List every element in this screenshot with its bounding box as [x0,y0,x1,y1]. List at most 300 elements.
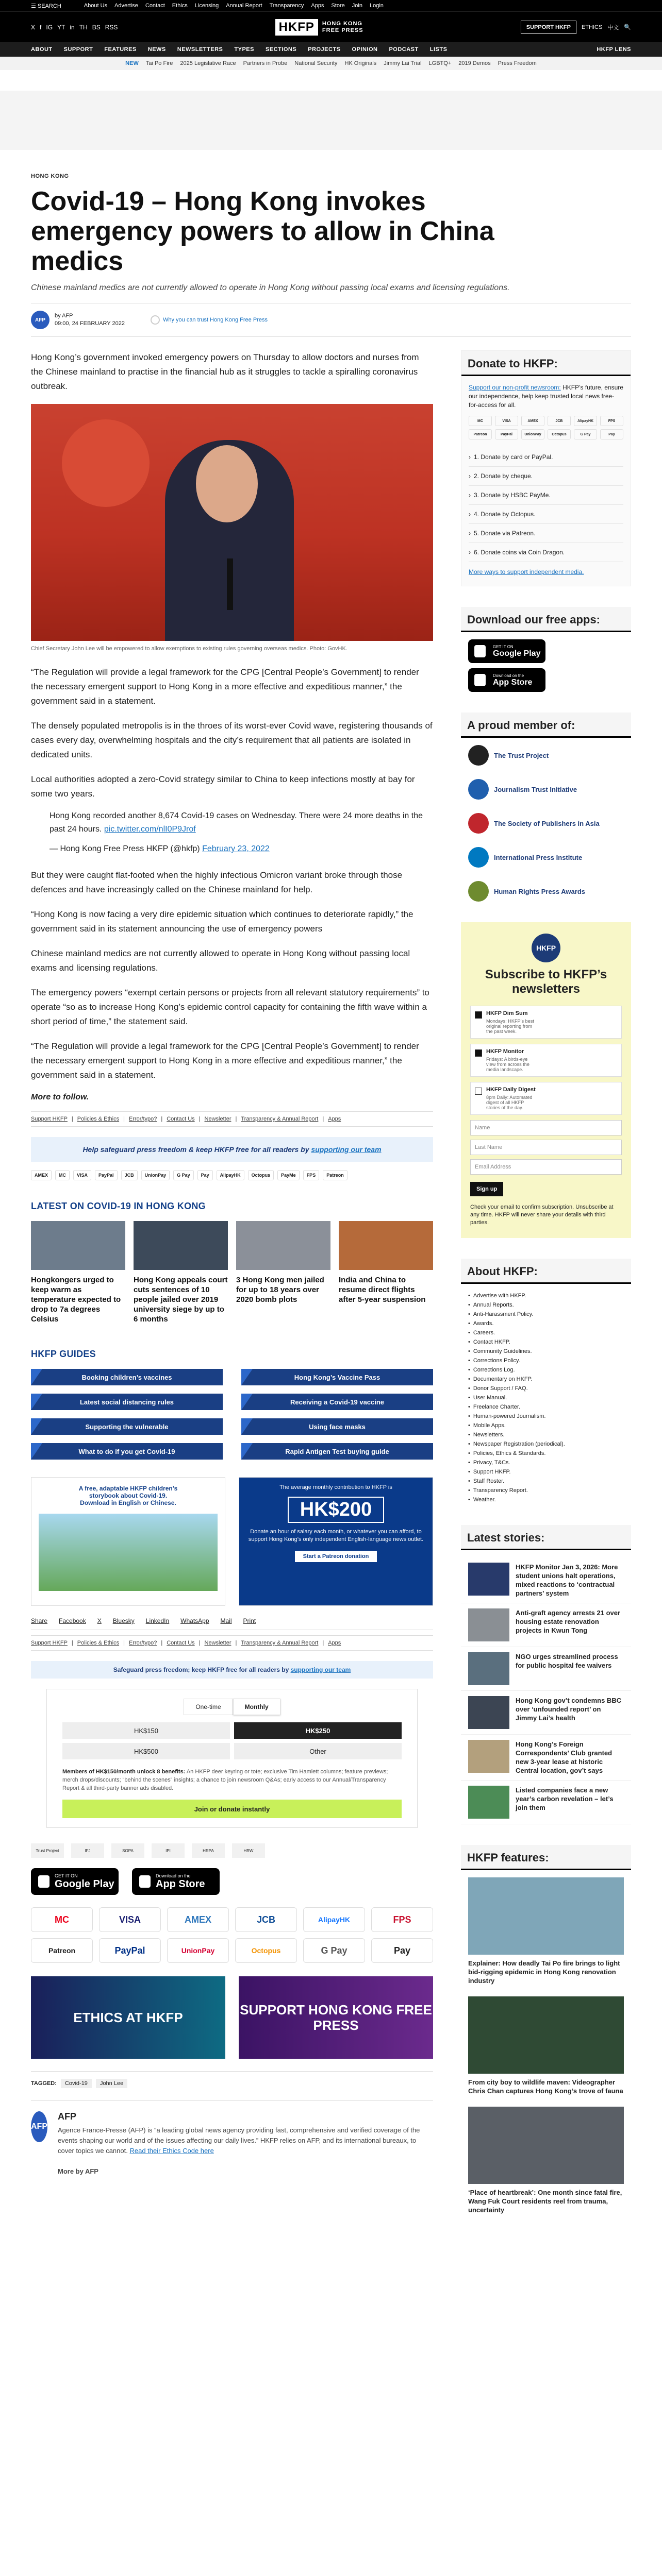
article-photo[interactable] [31,404,433,641]
payment-logo: Octopus [248,1170,274,1180]
trending-bar [0,57,662,70]
last-name-field[interactable]: Last Name [470,1140,622,1155]
payment-logo: FPS [303,1170,320,1180]
amount-option[interactable]: HK$150 [62,1722,230,1739]
rss-icon[interactable]: RSS [105,23,118,31]
guides-grid [31,1369,433,1460]
related-card-image [31,1221,125,1270]
jti-logo [468,779,489,800]
microphone-graphic [227,558,233,610]
about-link[interactable]: • Donor Support / FAQ. [468,1384,624,1393]
utility-link[interactable]: Store [331,3,345,9]
about-link[interactable]: • Advertise with HKFP. [468,1291,624,1300]
latest-story-title: Listed companies face a new year’s carbon revelation – let’s join them [516,1786,614,1811]
about-link[interactable]: • Awards. [468,1319,624,1328]
payment-logo: FPS [371,1907,433,1932]
utility-link[interactable]: Contact [145,3,165,9]
more-by-link[interactable]: More by AFP [58,2167,98,2175]
nav-item-support[interactable]: SUPPORT [63,46,93,53]
footer-link-policies[interactable]: Policies & Ethics [77,1640,120,1646]
related-card-image [134,1221,228,1270]
promo-line: A free, adaptable HKFP children’s [78,1485,178,1492]
trending-item[interactable]: 2025 Legislative Race [180,60,236,66]
nav-item-news[interactable]: NEWS [147,46,166,53]
facebook-icon[interactable]: f [40,23,42,31]
latest-story-thumb [468,1696,509,1729]
about-link[interactable]: • Privacy, T&Cs. [468,1458,624,1467]
about-link[interactable]: • Careers. [468,1328,624,1337]
guide-button[interactable]: Supporting the vulnerable [31,1418,223,1435]
about-link[interactable]: • Community Guidelines. [468,1347,624,1356]
paragraph: Hong Kong’s government invoked emergency powers on Thursday to allow doctors and nurses from the Chinese mainland to practise in the financial hub as it struggles to tackle a spiralling coronavirus outbreak. [31,352,419,391]
byline-date: 09:00, 24 FEBRUARY 2022 [55,320,125,327]
payment-logo: PayPal [99,1938,161,1963]
email-field[interactable]: Email Address [470,1159,622,1175]
support-hkfp-button[interactable]: SUPPORT HKFP [521,21,576,34]
member-logo: IFJ [71,1843,104,1858]
trending-item[interactable]: HK Originals [344,60,377,66]
sidebar-donate-lead-text: HKFP’s future, ensure our independence, help keep trusted local news free-for-access for all. [469,384,623,409]
payment-logo: Patreon [31,1938,93,1963]
about-link[interactable]: • Human-powered Journalism. [468,1412,624,1421]
membership-note-text: An HKFP deer keyring or tote; exclusive Tim Hamlett columns; feature previews; merch drops/discounts; “behind the scenes” insights; a chance to join newsroom Q&As; early access to our Annual/Transparency Report & all third-party banner ads disabled. [62,1769,388,1791]
latest-covid-cards [31,1221,433,1324]
page-container [31,171,631,2226]
utility-links [84,3,384,9]
byline [31,303,631,337]
site-logo[interactable] [275,19,363,36]
promo-line: Download in English or Chinese. [80,1499,176,1506]
paragraph: Local authorities adopted a zero-Covid strategy similar to China to keep infections mostly at bay for some two years. [31,774,415,799]
safeguard-link[interactable]: supporting our team [290,1666,351,1673]
payment-logo: Pay [600,429,623,439]
payment-logo: JCB [235,1907,297,1932]
trending-item[interactable]: Tai Po Fire [145,60,173,66]
search-icon[interactable]: 🔍 [624,24,631,30]
utility-link[interactable]: Apps [311,3,324,9]
patreon-button[interactable]: Start a Patreon donation [295,1551,377,1562]
top-utility-bar [0,0,662,11]
paragraph: “The Regulation will provide a legal framework for the CPG [Central People’s Government] to render the necessary emergent support to Hong Kong in a more effective and expeditious manner,” the government said in a statement. [31,1041,419,1080]
related-card-title: India and China to resume direct flights after 5-year suspension [339,1276,426,1304]
trending-item[interactable]: National Security [294,60,338,66]
sidebar-donate-lead [469,383,623,410]
main-nav [0,42,662,57]
youtube-icon[interactable]: YT [57,23,65,31]
ipi-logo [468,847,489,868]
payment-methods-grid [31,1907,433,1963]
sidebar-google-play-badge[interactable] [468,639,545,663]
feature-story[interactable] [461,1996,631,2095]
related-card-title: 3 Hong Kong men jailed for up to 18 years over 2020 bomb plots [236,1276,324,1304]
related-card[interactable] [31,1221,125,1324]
tags-row [31,2071,433,2088]
badge-small-text: Download on the [156,1873,191,1878]
about-link[interactable]: • Corrections Log. [468,1365,624,1375]
latest-story[interactable] [461,1647,631,1691]
newsletter-option-title: HKFP Monitor [486,1048,524,1055]
sidebar-donate-body [461,383,631,575]
hrpa-logo [468,881,489,902]
utility-link[interactable]: Annual Report [226,3,262,9]
first-name-field[interactable]: Name [470,1120,622,1136]
newsletter-heading: Subscribe to HKFP’s newsletters [485,968,607,996]
guide-button[interactable]: Latest social distancing rules [31,1394,223,1410]
payment-logo: Patreon [469,429,492,439]
guide-button[interactable]: Receiving a Covid-19 vaccine [241,1394,433,1410]
payment-logo: G Pay [173,1170,194,1180]
tweet-source [49,842,433,856]
footer-link-transparency[interactable]: Transparency & Annual Report [241,1640,319,1646]
tag-chip[interactable]: John Lee [96,2079,127,2088]
trust-link[interactable] [151,315,268,325]
latest-story[interactable] [461,1691,631,1735]
feature-story[interactable] [461,2107,631,2214]
footer-link-transparency[interactable]: Transparency & Annual Report [241,1116,319,1122]
trust-badge-icon [151,315,160,325]
share-x[interactable]: X [97,1617,102,1624]
paragraph: The emergency powers “exempt certain persons or projects from all relevant statutory requirements” to operate “so as to increase Hong Kong’s epidemic control capacity for containing the fifth wave within a short period of time,” the statement said. [31,988,429,1026]
about-links [461,1291,631,1504]
guide-button[interactable]: Rapid Antigen Test buying guide [241,1443,433,1460]
share-facebook[interactable]: Facebook [59,1617,86,1624]
related-card-title: Hong Kong appeals court cuts sentences of 10 people jailed over 2019 university siege by up to 6 months [134,1276,228,1324]
utility-link[interactable]: Transparency [269,3,304,9]
paragraph: “The Regulation will provide a legal framework for the CPG [Central People’s Government] to render the necessary emergent support to Hong Kong in a more effective and expeditious manner,” the government said in a statement. [31,667,419,706]
latest-story[interactable] [461,1781,631,1824]
sidebar-donate-widget [461,350,631,586]
donate-option[interactable]: › 6. Donate coins via Coin Dragon. [469,543,623,562]
author-avatar[interactable]: AFP [31,311,49,329]
payment-logo: AlipayHK [217,1170,244,1180]
article-footer-links: Support HKFP | Policies & Ethics | Error/typo? | Contact Us | Newsletter | Transparency & Annual Report | Apps [31,1111,433,1127]
utility-link[interactable]: Join [352,3,362,9]
trending-item[interactable]: LGBTQ+ [428,60,452,66]
ethics-link[interactable]: ETHICS [581,24,603,30]
newsletter-option-title: HKFP Daily Digest [486,1087,536,1093]
latest-story-thumb [468,1652,509,1685]
about-link[interactable]: • Weather. [468,1495,624,1504]
about-link[interactable]: • Freelance Charter. [468,1402,624,1412]
about-link[interactable]: • Corrections Policy. [468,1356,624,1365]
latest-story[interactable] [461,1603,631,1647]
footer-link-support[interactable]: Support HKFP [31,1116,68,1122]
trending-item[interactable]: Jimmy Lai Trial [384,60,422,66]
trust-project-logo [468,745,489,766]
latest-story-thumb [468,1740,509,1773]
payment-logo: G Pay [303,1938,365,1963]
member-logo: SOPA [111,1843,144,1858]
author-info [58,2111,433,2187]
footer-link-apps[interactable]: Apps [328,1640,341,1646]
utility-link[interactable]: Advertise [114,3,138,9]
content-columns [31,350,631,2226]
share-label: Share [31,1617,48,1624]
latest-story-title: Anti-graft agency arrests 21 over housing estate renovation projects in Kwun Tong [516,1609,621,1634]
payment-logo: Octopus [548,429,571,439]
related-card[interactable] [339,1221,433,1324]
google-play-badge[interactable] [31,1868,119,1895]
footer-link-contact[interactable]: Contact Us [167,1640,195,1646]
nav-item-opinion[interactable]: OPINION [352,46,378,53]
nav-item-lists[interactable]: LISTS [429,46,448,53]
footer-link-error[interactable]: Error/typo? [128,1640,157,1646]
member-logo: Trust Project [31,1843,64,1858]
linkedin-icon[interactable]: in [70,23,75,31]
author-avatar-large[interactable]: AFP [31,2111,47,2142]
author-bio-text: Agence France-Presse (AFP) is “a leading global news agency providing fast, comprehensive and verified coverage of the events shaping our world and of the issues affecting our daily lives.” HKFP relies on AFP, and its international bureaux, to cover topics we cannot. [58,2126,420,2155]
search-link[interactable]: ☰ SEARCH [31,3,61,9]
payment-logo: AlipayHK [574,416,597,426]
related-card[interactable] [236,1221,330,1324]
share-bluesky[interactable]: Bluesky [112,1617,135,1624]
latest-story-thumb [468,1563,509,1596]
guide-button[interactable]: What to do if you get Covid-19 [31,1443,223,1460]
badge-small-text: GET IT ON [55,1873,78,1878]
promo-banners [31,1976,433,2059]
footer-link-support[interactable]: Support HKFP [31,1640,68,1646]
byline-meta [55,312,125,328]
support-callout-link[interactable]: supporting our team [311,1145,382,1154]
support-callout-text: Help safeguard press freedom & keep HKFP free for all readers by [82,1145,309,1154]
trust-text: Why you can trust Hong Kong Free Press [162,317,268,323]
nav-item-sections[interactable]: SECTIONS [265,46,297,53]
donate-option[interactable]: › 5. Donate via Patreon. [469,524,623,543]
payment-logo: Patreon [323,1170,347,1180]
about-link[interactable]: • Staff Roster. [468,1477,624,1486]
support-banner[interactable]: SUPPORT HONG KONG FREE PRESS [239,1976,433,2059]
payment-logo: AlipayHK [303,1907,365,1932]
member-org[interactable] [468,881,624,902]
embedded-tweet [31,809,433,856]
about-link[interactable]: • Contact HKFP. [468,1337,624,1347]
tag-chip[interactable]: Covid-19 [61,2079,92,2088]
member-org-name: Journalism Trust Initiative [494,785,577,793]
guide-button[interactable]: Booking children’s vaccines [31,1369,223,1385]
promo-amount: HK$200 [288,1497,384,1523]
ethics-banner[interactable]: ETHICS AT HKFP [31,1976,225,2059]
app-store-badge[interactable] [132,1868,220,1895]
share-print[interactable]: Print [243,1617,256,1624]
footer-link-error[interactable]: Error/typo? [128,1116,157,1122]
nav-item-podcast[interactable]: PODCAST [389,46,419,53]
more-by-author [58,2166,433,2177]
sidebar-app-store-badge[interactable] [468,668,545,692]
latest-story-title: NGO urges streamlined process for public hospital fee waivers [516,1653,618,1669]
payment-logo: PayPal [95,1170,118,1180]
guide-button[interactable]: Hong Kong’s Vaccine Pass [241,1369,433,1385]
author-bio [58,2125,433,2156]
member-org[interactable] [468,813,624,834]
newsletter-fine-print: Check your email to confirm subscription. Unsubscribe at any time. HKFP will never share your details with third parties. [470,1204,614,1226]
member-org[interactable] [468,745,624,766]
amount-option[interactable]: HK$500 [62,1743,230,1759]
nav-item-newsletters[interactable]: NEWSLETTERS [177,46,223,53]
contribution-promo[interactable] [239,1477,433,1606]
latest-story[interactable] [461,1735,631,1781]
badge-title: App Store [156,1878,205,1890]
frequency-one-time[interactable]: One-time [184,1699,233,1715]
nonprofit-link[interactable]: Support our non-profit newsroom: [469,384,561,391]
logo-line-2: FREE PRESS [322,27,363,33]
member-logo: IPI [152,1843,185,1858]
donation-widget [46,1689,418,1828]
join-donate-button[interactable]: Join or donate instantly [62,1800,402,1818]
flag-emblem-graphic [62,419,150,507]
badge-title: Google Play [55,1878,114,1890]
share-mail[interactable]: Mail [220,1617,232,1624]
nav-item-projects[interactable]: PROJECTS [308,46,341,53]
promo-top-text: The average monthly contribution to HKFP is [279,1484,392,1490]
author-name[interactable]: AFP [58,2111,76,2122]
tweet-date-link[interactable]: February 23, 2022 [202,844,270,853]
byline-author[interactable]: by AFP [55,313,73,319]
payment-logo: Octopus [235,1938,297,1963]
signup-button[interactable]: Sign up [470,1182,503,1196]
safeguard-text: Safeguard press freedom; keep HKFP free for all readers by [113,1666,289,1673]
member-org[interactable] [468,847,624,868]
donate-options-list [469,448,623,562]
utility-link[interactable]: Licensing [194,3,219,9]
ethics-code-link[interactable]: Read their Ethics Code here [129,2147,214,2155]
nav-item-types[interactable]: TYPES [234,46,254,53]
payment-logo: AMEX [31,1170,52,1180]
newsletter-widget [461,922,631,1238]
more-to-follow: More to follow. [31,1093,89,1101]
footer-link-newsletter[interactable]: Newsletter [204,1116,231,1122]
article-footer-links-2: Support HKFP | Policies & Ethics | Error/typo? | Contact Us | Newsletter | Transparency & Annual Report | Apps [31,1635,433,1651]
about-link[interactable]: • Documentary on HKFP. [468,1375,624,1384]
newsletter-option-desc: Fridays: A birds-eye view from across the media landscape. [486,1057,529,1072]
trending-item[interactable]: Partners in Probe [243,60,288,66]
guide-button[interactable]: Using face masks [241,1418,433,1435]
member-org-name: The Trust Project [494,751,549,759]
utility-link[interactable]: Ethics [172,3,188,9]
member-org-name: The Society of Publishers in Asia [494,819,600,827]
footer-link-contact[interactable]: Contact Us [167,1116,195,1122]
promo-line: storybook about Covid-19. [89,1492,168,1499]
search-label: SEARCH [37,3,61,9]
share-bar [31,1617,433,1630]
badge-title: App Store [493,678,533,687]
nav-item-lens[interactable]: HKFP LENS [597,46,631,53]
support-callout [31,1137,433,1162]
frequency-monthly[interactable]: Monthly [233,1699,280,1715]
about-link[interactable]: • Newspaper Registration (periodical). [468,1439,624,1449]
member-org-name: Human Rights Press Awards [494,887,585,895]
feature-stories [461,1877,631,2214]
trending-item[interactable]: Press Freedom [498,60,537,66]
utility-link[interactable]: About Us [84,3,108,9]
nav-item-about[interactable]: ABOUT [31,46,53,53]
donate-option[interactable]: › 3. Donate by HSBC PayMe. [469,486,623,505]
newsletter-option-checkbox[interactable] [470,1006,622,1039]
utility-link[interactable]: Login [369,3,384,9]
about-link[interactable]: • User Manual. [468,1393,624,1402]
about-heading: About HKFP: [461,1259,631,1284]
about-link[interactable]: • Annual Reports. [468,1300,624,1310]
payment-logo: UnionPay [521,429,544,439]
sopa-logo [468,813,489,834]
latest-covid-heading: LATEST ON COVID-19 IN HONG KONG [31,1201,206,1211]
related-card[interactable] [134,1221,228,1324]
threads-icon[interactable]: TH [79,23,88,31]
donate-option[interactable]: › 2. Donate by cheque. [469,467,623,486]
tags-label: TAGGED: [31,2080,57,2087]
app-store-badges [31,1868,433,1895]
article-subtitle: Chinese mainland medics are not currently allowed to operate in Hong Kong without passing local exams and licensing regulations. [31,283,510,292]
latest-story-thumb [468,1608,509,1641]
x-icon[interactable]: X [31,23,36,31]
article-category[interactable]: HONG KONG [31,173,69,179]
about-link[interactable]: • Anti-Harassment Policy. [468,1310,624,1319]
share-linkedin[interactable]: LinkedIn [145,1617,170,1624]
related-card-image [236,1221,330,1270]
payment-logo: PayMe [277,1170,300,1180]
about-link[interactable]: • Policies, Ethics & Standards. [468,1449,624,1458]
about-link[interactable]: • Support HKFP. [468,1467,624,1477]
payment-logo: VISA [495,416,518,426]
member-org[interactable] [468,779,624,800]
bluesky-icon[interactable]: BS [92,23,101,31]
more-ways-link[interactable]: More ways to support independent media. [469,568,584,575]
tweet-author: — Hong Kong Free Press HKFP (@hkfp) [49,844,200,853]
payment-logo: JCB [548,416,571,426]
badge-small-text: Download on the [493,673,524,678]
newsletter-option-title: HKFP Dim Sum [486,1010,528,1016]
membership-note [62,1768,402,1792]
instagram-icon[interactable]: IG [46,23,53,31]
newsletter-option-checkbox[interactable] [470,1044,622,1077]
payment-logo: UnionPay [141,1170,170,1180]
footer-link-newsletter[interactable]: Newsletter [204,1640,231,1646]
paragraph: But they were caught flat-footed when the highly infectious Omicron variant broke through those defences and have increasingly called on the Chinese mainland for help. [31,870,403,894]
article-body [31,350,433,2226]
latest-story[interactable] [461,1557,631,1603]
feature-story[interactable] [461,1877,631,1985]
about-link[interactable]: • Newsletters. [468,1430,624,1439]
tweet-link[interactable]: pic.twitter.com/nlI0P9Jrof [104,825,196,834]
newsletter-option-desc: 8pm Daily: Automated digest of all HKFP stories of the day. [486,1095,533,1110]
trending-item[interactable]: 2019 Demos [458,60,491,66]
about-link[interactable]: • Mobile Apps. [468,1421,624,1430]
paragraph: Chinese mainland medics are not currently allowed to operate in Hong Kong without passing local exams and licensing regulations. [31,948,410,973]
newsletter-logo: HKFP [532,934,560,962]
payment-logo: AMEX [521,416,544,426]
footer-link-apps[interactable]: Apps [328,1116,341,1122]
features-heading: HKFP features: [461,1845,631,1870]
share-whatsapp[interactable]: WhatsApp [180,1617,209,1624]
footer-link-policies[interactable]: Policies & Ethics [77,1116,120,1122]
badge-small-text: GET IT ON [493,645,514,649]
about-link[interactable]: • Transparency Report. [468,1486,624,1495]
payment-logo: AMEX [167,1907,229,1932]
storybook-promo[interactable] [31,1477,225,1606]
nav-item-features[interactable]: FEATURES [104,46,137,53]
amount-option-other[interactable]: Other [234,1743,402,1759]
feature-story-title: From city boy to wildlife maven: Videographer Chris Chan captures Hong Kong’s trove of fauna [468,2078,623,2095]
article-header [31,171,631,337]
donate-option[interactable]: › 4. Donate by Octopus. [469,505,623,524]
amount-option-selected[interactable]: HK$250 [234,1722,402,1739]
newsletter-option-checkbox[interactable] [470,1082,622,1115]
paragraph: “Hong Kong is now facing a very dire epidemic situation which continues to deteriorate rapidly,” the government said in its statement announcing the use of emergency powers [31,909,413,934]
safeguard-callout [31,1661,433,1679]
donate-option[interactable]: › 1. Donate by card or PayPal. [469,448,623,467]
guides-heading: HKFP GUIDES [31,1349,96,1359]
feature-story-image [468,2107,624,2184]
chinese-link[interactable]: 中文 [607,24,619,31]
